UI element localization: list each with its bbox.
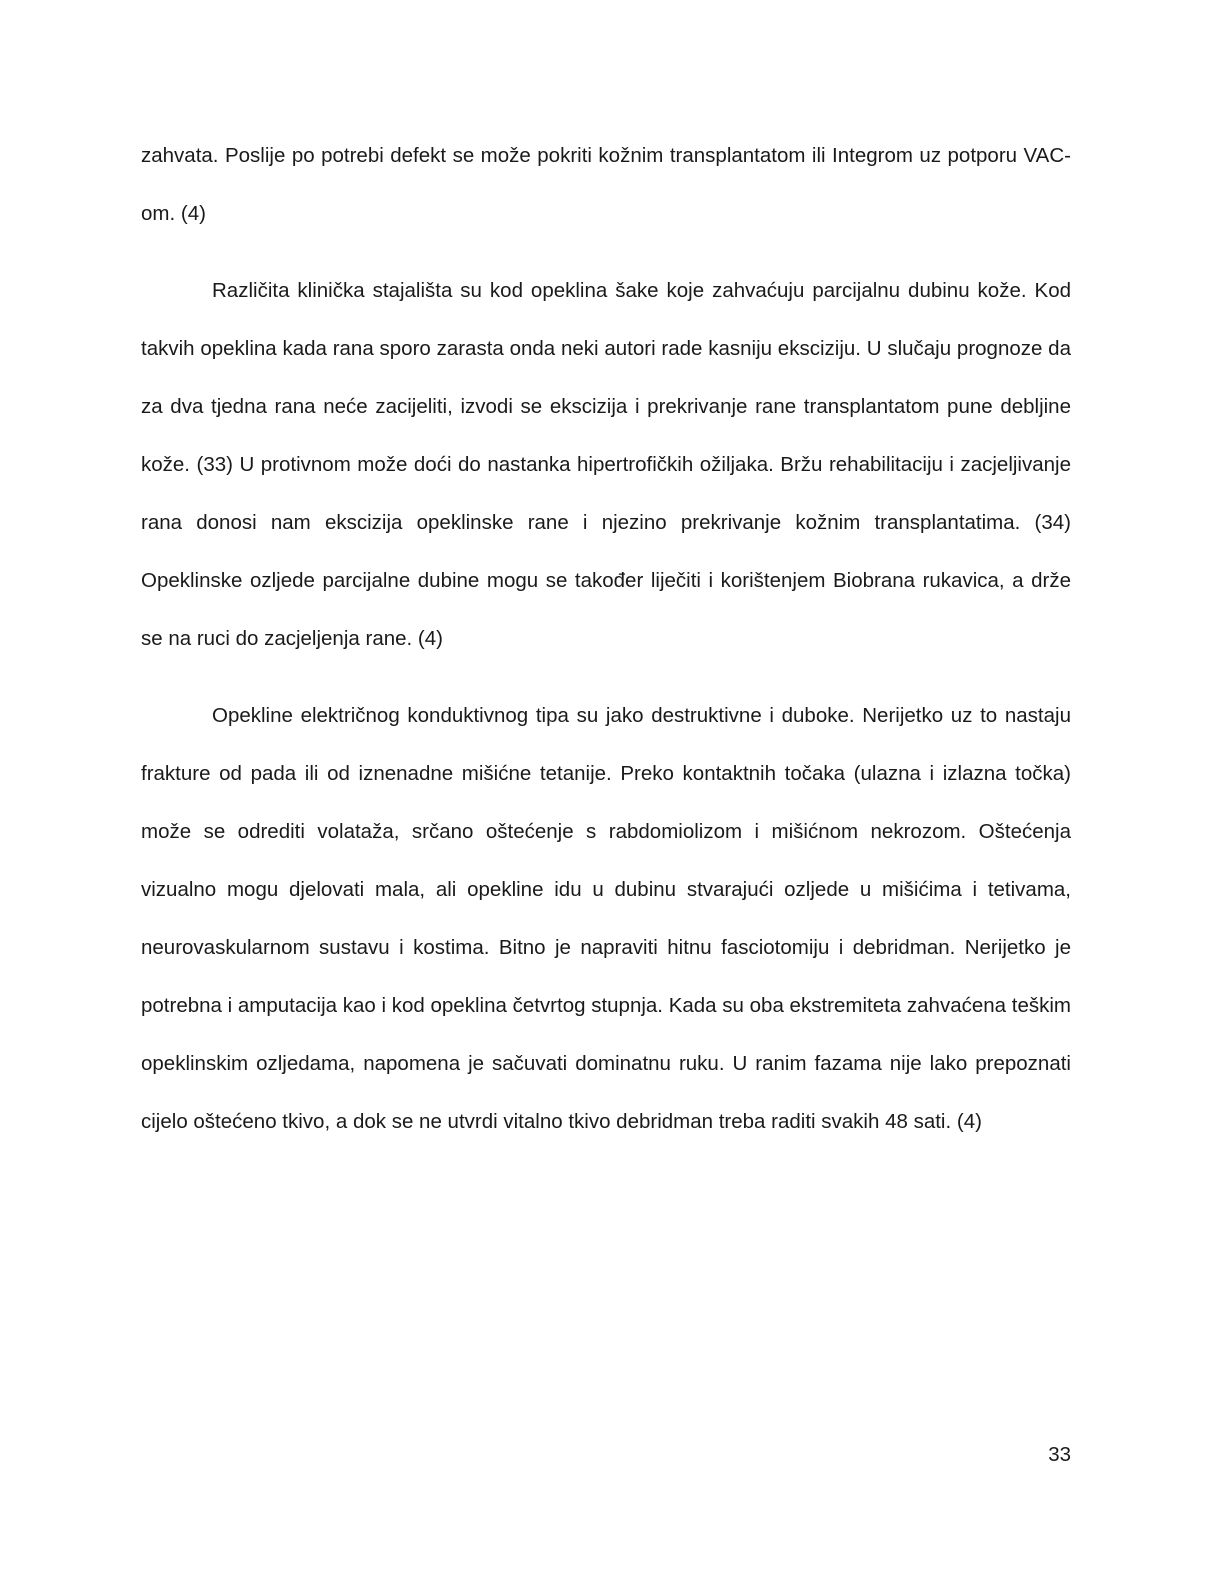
- paragraph-partial-thickness-burns: Različita klinička stajališta su kod opeklina šake koje zahvaćuju parcijalnu dubinu kože. Kod takvih opeklina kada rana sporo zarasta onda neki autori rade kasniju eksciziju. U slučaju prognoze da za dva tjedna rana neće zacijeliti, izvodi se ekscizija i prekrivanje rane transplantatom pune debljine kože. (33) U protivnom može doći do nastanka hipertrofičkih ožiljaka. Bržu rehabilitaciju i zacjeljivanje rana donosi nam ekscizija opeklinske rane i njezino prekrivanje kožnim transplantatima. (34) Opeklinske ozljede parcijalne dubine mogu se također liječiti i korištenjem Biobrana rukavica, a drže se na ruci do zacjeljenja rane. (4): [141, 279, 1071, 650]
- page-number: 33: [1048, 1443, 1071, 1466]
- paragraph-continuation: zahvata. Poslije po potrebi defekt se može pokriti kožnim transplantatom ili Integrom uz potporu VAC-om. (4): [141, 144, 1071, 225]
- body-text: [141, 127, 1071, 1151]
- paragraph-electrical-burns: Opekline električnog konduktivnog tipa su jako destruktivne i duboke. Nerijetko uz to nastaju frakture od pada ili od iznenadne mišićne tetanije. Preko kontaktnih točaka (ulazna i izlazna točka) može se odrediti volataža, srčano oštećenje s rabdomiolizom i mišićnom nekrozom. Oštećenja vizualno mogu djelovati mala, ali opekline idu u dubinu stvarajući ozljede u mišićima i tetivama, neurovaskularnom sustavu i kostima. Bitno je napraviti hitnu fasciotomiju i debridman. Nerijetko je potrebna i amputacija kao i kod opeklina četvrtog stupnja. Kada su oba ekstremiteta zahvaćena teškim opeklinskim ozljedama, napomena je sačuvati dominatnu ruku. U ranim fazama nije lako prepoznati cijelo oštećeno tkivo, a dok se ne utvrdi vitalno tkivo debridman treba raditi svakih 48 sati. (4): [141, 704, 1071, 1133]
